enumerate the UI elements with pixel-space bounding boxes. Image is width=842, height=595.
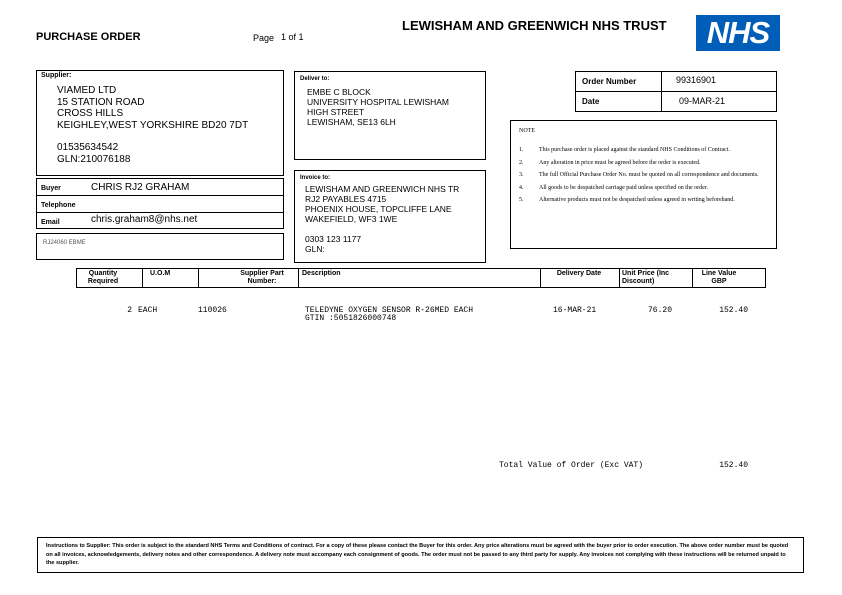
note-number: 5. <box>519 197 524 203</box>
order-number-value: 99316901 <box>676 75 717 85</box>
supplier-label: Supplier: <box>41 72 72 79</box>
nhs-logo: NHS <box>696 15 780 51</box>
deliver-line: EMBE C BLOCK <box>307 87 371 97</box>
note-text: The full Official Purchase Order No. must be quoted on all correspondence and documents. <box>539 172 759 178</box>
invoice-line: WAKEFIELD, WF3 1WE <box>305 214 398 224</box>
supplier-instructions: Instructions to Supplier: This order is subject to the standard NHS Terms and Conditions of contract. For a copy of these please contact the Buyer for this order. Any price alterations must be agreed with the buyer prior to order execution. The above order number must be quoted on all invoices, acknowledgements, delivery notes and other correspondence. A delivery note must accompany each consignment of goods. The order must not be passed to any third party for supply. Any invoices not complying with these instructions will be returned unpaid to the supplier. <box>46 543 789 566</box>
invoice-line: RJ2 PAYABLES 4715 <box>305 194 387 204</box>
header-line-value: Line Value GBP <box>701 270 737 285</box>
page-number: 1 of 1 <box>281 32 304 42</box>
row-delivery-date: 16-MAR-21 <box>553 306 597 315</box>
invoice-line: LEWISHAM AND GREENWICH NHS TR <box>305 184 460 194</box>
buyer-box <box>36 178 284 229</box>
row-quantity: 2 <box>127 306 132 315</box>
supplier-line: 15 STATION ROAD <box>57 96 145 108</box>
note-number: 4. <box>519 184 524 191</box>
deliver-line: LEWISHAM, SE13 6LH <box>307 117 396 127</box>
row-unit-price: 76.20 <box>647 306 672 315</box>
supplier-gln: GLN:210076188 <box>57 153 131 165</box>
invoice-gln: GLN: <box>305 244 325 254</box>
header-unit-price: Unit Price (Inc Discount) <box>622 270 670 285</box>
deliver-to-label: Deliver to: <box>300 76 330 82</box>
email-label: Email <box>41 219 60 226</box>
supplier-line: KEIGHLEY,WEST YORKSHIRE BD20 7DT <box>57 119 249 131</box>
invoice-line: PHOENIX HOUSE, TOPCLIFFE LANE <box>305 204 452 214</box>
header-part-number: Supplier Part Number: <box>240 270 284 285</box>
email-value: chris.graham8@nhs.net <box>91 214 198 225</box>
telephone-label: Telephone <box>41 202 76 209</box>
order-date-value: 09-MAR-21 <box>679 96 726 106</box>
order-number-label: Order Number <box>582 77 637 86</box>
supplier-line: VIAMED LTD <box>57 85 117 96</box>
supplier-instructions-box <box>37 537 804 573</box>
note-number: 2. <box>519 159 524 166</box>
buyer-name: CHRIS RJ2 GRAHAM <box>91 182 190 193</box>
deliver-to-box <box>294 71 486 160</box>
header-uom: U.O.M <box>150 270 171 277</box>
row-gtin: GTIN :5051826000748 <box>305 314 397 323</box>
reference-code: RJ24060 EBME <box>43 240 86 246</box>
note-text: Any alteration in price must be agreed before the order is executed. <box>539 159 701 166</box>
note-text: This purchase order is placed against the standard NHS Conditions of Contract. <box>539 147 730 153</box>
supplier-line: CROSS HILLS <box>57 108 124 119</box>
note-box <box>510 120 777 249</box>
supplier-box <box>36 70 284 176</box>
note-title: NOTE <box>519 128 535 134</box>
note-number: 1. <box>519 147 524 153</box>
invoice-phone: 0303 123 1177 <box>305 234 362 244</box>
row-description: TELEDYNE OXYGEN SENSOR R-26MED EACH <box>305 306 474 315</box>
supplier-phone: 01535634542 <box>57 142 119 153</box>
row-part-number: 110026 <box>198 306 227 315</box>
deliver-line: UNIVERSITY HOSPITAL LEWISHAM <box>307 97 450 107</box>
buyer-label: Buyer <box>41 185 61 192</box>
invoice-to-label: Invoice to: <box>300 175 331 181</box>
document-title: PURCHASE ORDER <box>36 31 141 43</box>
total-value: 152.40 <box>719 461 748 470</box>
header-quantity: Quantity Required <box>87 270 119 285</box>
deliver-line: HIGH STREET <box>307 107 365 117</box>
total-label: Total Value of Order (Exc VAT) <box>499 461 644 470</box>
header-delivery-date: Delivery Date <box>556 270 602 277</box>
date-label: Date <box>582 97 600 106</box>
trust-name: LEWISHAM AND GREENWICH NHS TRUST <box>402 18 667 33</box>
page-label: Page <box>253 33 275 43</box>
note-text: All goods to be despatched carriage paid unless specified on the order. <box>539 184 708 191</box>
reference-box <box>36 233 284 260</box>
header-description: Description <box>302 270 341 277</box>
order-info-box <box>575 71 777 112</box>
row-line-value: 152.40 <box>719 306 748 315</box>
note-text: Alternative products must not be despatched unless agreed in writing beforehand. <box>539 197 735 203</box>
row-uom: EACH <box>138 306 158 315</box>
note-number: 3. <box>519 172 524 178</box>
invoice-to-box <box>294 170 486 263</box>
